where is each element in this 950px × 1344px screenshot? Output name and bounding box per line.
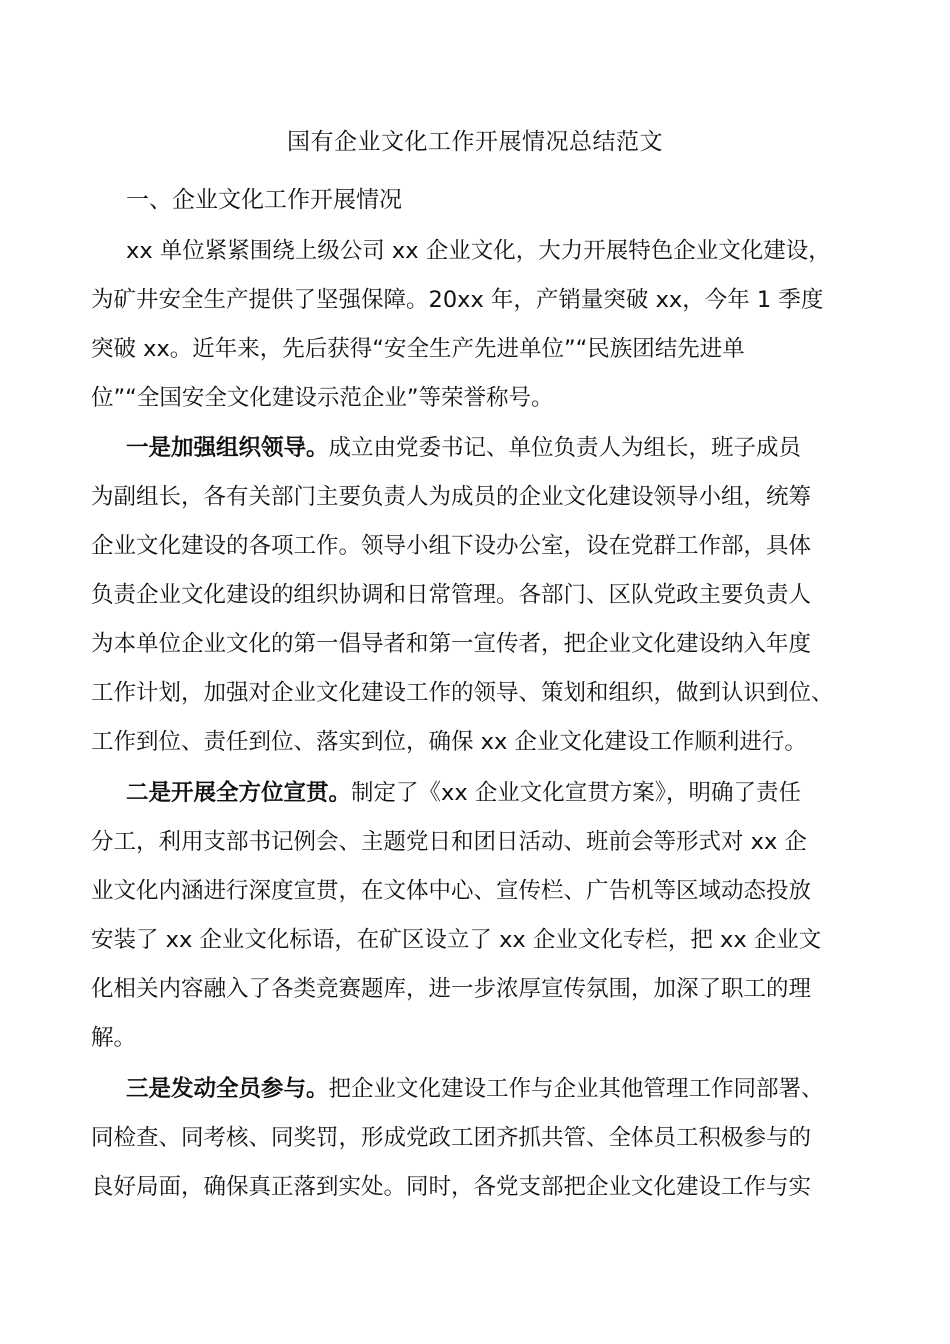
- paragraph-lead: 二是开展全方位宣贯。: [126, 780, 352, 806]
- document-title: 国有企业文化工作开展情况总结范文: [287, 129, 663, 155]
- paragraph-line: 业文化内涵进行深度宣贯，在文体中心、宣传栏、广告机等区域动态投放: [91, 878, 812, 904]
- paragraph-line: 负责企业文化建设的组织协调和日常管理。各部门、区队党政主要负责人: [91, 582, 812, 608]
- paragraph-first-line-text: 制定了《xx 企业文化宣贯方案》，明确了责任: [351, 780, 802, 806]
- paragraph-lead: 一是加强组织领导。: [126, 435, 329, 461]
- paragraph-participation: [91, 1065, 866, 1212]
- paragraph-first-line-text: 把企业文化建设工作与企业其他管理工作同部署、: [328, 1076, 824, 1102]
- paragraph-line: 为副组长，各有关部门主要负责人为成员的企业文化建设领导小组，统筹: [91, 484, 812, 510]
- paragraph-overview: [91, 227, 866, 423]
- paragraph-line: 为矿井安全生产提供了坚强保障。20xx 年，产销量突破 xx，今年 1 季度: [91, 287, 824, 313]
- paragraph-organization: [91, 424, 866, 767]
- paragraph-first-line: [91, 769, 866, 818]
- paragraph-first-line-text: 成立由党委书记、单位负责人为组长，班子成员: [328, 435, 802, 461]
- paragraph-line: 工作到位、责任到位、落实到位，确保 xx 企业文化建设工作顺利进行。: [91, 729, 807, 755]
- paragraph-first-line: [91, 424, 866, 473]
- paragraph-line: 良好局面，确保真正落到实处。同时，各党支部把企业文化建设工作与实: [91, 1174, 812, 1200]
- paragraph-line: 工作计划，加强对企业文化建设工作的领导、策划和组织，做到认识到位、: [91, 680, 834, 706]
- paragraph-line: 化相关内容融入了各类竞赛题库，进一步浓厚宣传氛围，加深了职工的理: [91, 976, 812, 1002]
- paragraph-line: xx 单位紧紧围绕上级公司 xx 企业文化，大力开展特色企业文化建设，: [126, 238, 831, 264]
- paragraph-line: 解。: [91, 1025, 137, 1051]
- paragraph-publicity: [91, 769, 866, 1063]
- paragraph-line: 位”“全国安全文化建设示范企业”等荣誉称号。: [91, 385, 554, 411]
- paragraph-line: 突破 xx。近年来，先后获得“安全生产先进单位”“民族团结先进单: [91, 336, 745, 362]
- paragraph-line: 安装了 xx 企业文化标语，在矿区设立了 xx 企业文化专栏，把 xx 企业文: [91, 927, 822, 953]
- paragraph-first-line: [91, 1065, 866, 1114]
- paragraph-line: 分工，利用支部书记例会、主题党日和团日活动、班前会等形式对 xx 企: [91, 829, 807, 855]
- paragraph-line: 为本单位企业文化的第一倡导者和第一宣传者，把企业文化建设纳入年度: [91, 631, 812, 657]
- section-heading: 一、企业文化工作开展情况: [126, 187, 402, 213]
- paragraph-line: 同检查、同考核、同奖罚，形成党政工团齐抓共管、全体员工积极参与的: [91, 1125, 812, 1151]
- paragraph-line: 企业文化建设的各项工作。领导小组下设办公室，设在党群工作部，具体: [91, 533, 812, 559]
- paragraph-lead: 三是发动全员参与。: [126, 1076, 329, 1102]
